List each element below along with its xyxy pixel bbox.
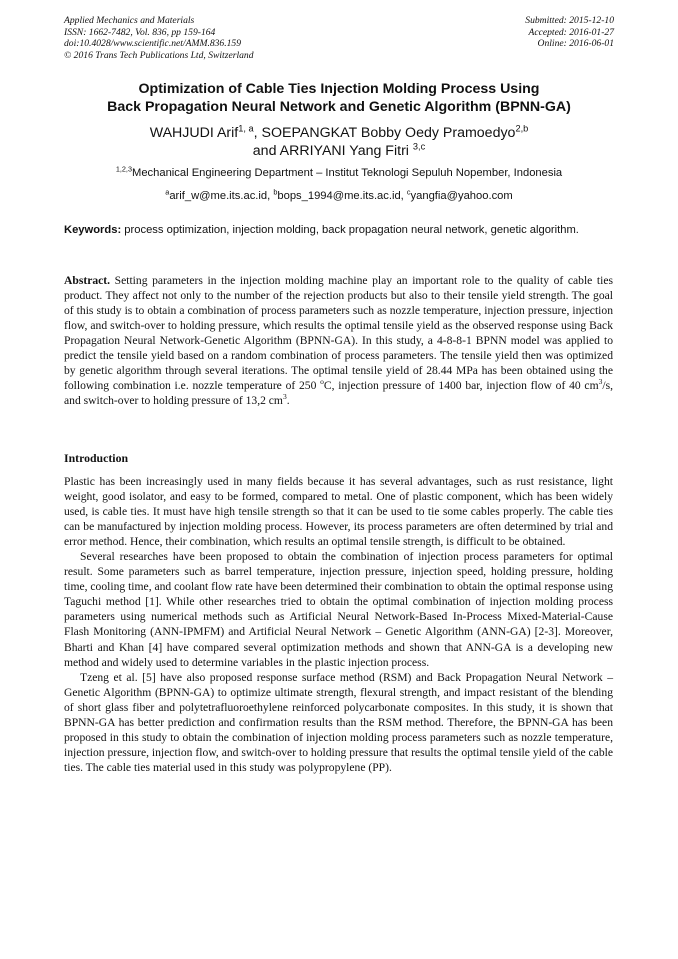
- author-2-name: SOEPANGKAT Bobby Oedy Pramoedyo: [261, 125, 516, 141]
- accepted-date: Accepted: 2016-01-27: [528, 26, 614, 38]
- dates-header: [525, 15, 614, 50]
- journal-header: [64, 15, 254, 61]
- affiliation-text: Mechanical Engineering Department – Institut Teknologi Sepuluh Nopember, Indonesia: [132, 167, 563, 179]
- cube-sup-2: 3: [282, 392, 287, 402]
- journal-name: Applied Mechanics and Materials: [64, 15, 195, 26]
- submitted-date: Submitted: 2015-12-10: [525, 15, 614, 26]
- abstract: [64, 273, 613, 408]
- author-line-2: [40, 142, 638, 160]
- intro-paragraph-1: Plastic has been increasingly used in many fields because it has several advantages, such as rust resistance, light weight, good isolator, and easy to be formed, compared to metal. One of plastic component, which has been widely used, is cable ties. It must have high tensile strength so that it can be used to tie some cables properly. The cable ties can be manufactured by injection molding process. However, its process parameters are often determined by trial and error method. Hence, their combination, which results an optimal tensile strength, is difficult to be obtained.: [64, 475, 613, 549]
- intro-paragraph-3: Tzeng et al. [5] have also proposed response surface method (RSM) and Back Propagation Neural Network – Genetic Algorithm (BPNN-GA) to optimize ultimate strength, flexural strength, and impact resistant of the blending of short glass fiber and polytetrafluoroethylene reinforced polycarbonate composites. In this study, it is shown that BPNN-GA has better prediction and confirmation results than the RSM method. Therefore, the BPNN-GA has been proposed in this study to obtain the combination of injection molding process parameters such as nozzle temperature, injection pressure, injection flow, and switch-over to holding pressure that results the optimal tensile yield of the cable ties. The cable ties material used in this study was polypropylene (PP).: [64, 670, 613, 774]
- paper-title: [40, 80, 638, 116]
- cube-sup-1: 3: [598, 377, 603, 387]
- email-b: bops_1994@me.its.ac.id,: [277, 190, 407, 202]
- degree-sup: o: [320, 377, 324, 387]
- keywords-label: Keywords:: [64, 224, 122, 236]
- author-separator: ,: [253, 125, 262, 141]
- abstract-text-4: .: [286, 394, 290, 408]
- journal-copyright: © 2016 Trans Tech Publications Ltd, Switzerland: [64, 49, 254, 61]
- title-line-1: Optimization of Cable Ties Injection Molding Process Using: [138, 81, 540, 97]
- online-date: Online: 2016-06-01: [537, 38, 614, 49]
- affiliation-sup: 1,2,3: [115, 164, 132, 174]
- email-c-sup: c: [406, 187, 411, 197]
- introduction-body: [64, 474, 613, 775]
- affiliation: [40, 166, 638, 180]
- intro-paragraph-2: Several researches have been proposed to obtain the combination of injection process parameters for optimal result. Some parameters such as barrel temperature, injection pressure, injection speed, holding pressure, holding time, cooling time, and coolant flow rate have been determined their combination to obtain the optimal response using Taguchi method [1]. While other researches tried to obtain the optimal combination of injection molding process parameters using numerical methods such as Artificial Neural Network-Based In-Process Mixed-Material-Cause Flash Monitoring (ANN-IPMFM) and Artificial Neural Network – Genetic Algorithm (ANN-GA) [2-3]. Moreover, Bharti and Khan [4] have compared several optimization methods and shown that ANN-GA is a developing new method and widely used to determine variables in the plastic injection process.: [64, 550, 613, 669]
- email-c: yangfia@yahoo.com: [410, 190, 513, 202]
- author-emails: [40, 189, 638, 203]
- abstract-label: Abstract.: [64, 274, 111, 287]
- author-1-sup: 1, a: [238, 123, 254, 134]
- author-and: and: [252, 143, 280, 159]
- journal-doi: doi:10.4028/www.scientific.net/AMM.836.159: [64, 38, 242, 49]
- email-a-sup: a: [165, 187, 170, 197]
- abstract-text-2: C, injection pressure of 1400 bar, injection flow of 40 cm: [323, 379, 599, 393]
- author-line-1: [40, 124, 638, 142]
- author-1-name: WAHJUDI Arif: [149, 125, 239, 141]
- abstract-text-3: /s, and switch-over to holding pressure of 13,2 cm: [64, 379, 613, 408]
- author-3-sup: 3,c: [412, 141, 426, 152]
- keywords: [64, 223, 613, 239]
- email-b-sup: b: [273, 187, 278, 197]
- keywords-text: process optimization, injection molding, back propagation neural network, genetic algorithm.: [121, 224, 579, 236]
- author-2-sup: 2,b: [515, 123, 529, 134]
- journal-issn: ISSN: 1662-7482, Vol. 836, pp 159-164: [64, 26, 216, 38]
- introduction-heading: Introduction: [64, 451, 129, 465]
- abstract-text-1: Setting parameters in the injection molding machine play an important role to the quality of cable ties product. They affect not only to the number of the rejection products but also to their tensile yield strength. The goal of this study is to obtain a combination of process parameters such as nozzle temperature, injection pressure, injection flow, and switch-over to holding pressure, which results the optimal tensile yield as the observed response using Back Propagation Neural Network-Genetic Algorithm (BPNN-GA). In this study, a 4-8-8-1 BPNN model was applied to predict the tensile yield based on a random combination of process parameters. The tensile yield then was optimized by genetic algorithm through several iterations. The optimal tensile yield of 28.44 MPa has been obtained using the following combination i.e. nozzle temperature of 250: [64, 274, 613, 393]
- title-line-2: Back Propagation Neural Network and Genetic Algorithm (BPNN-GA): [107, 99, 571, 115]
- author-3-name: ARRIYANI Yang Fitri: [279, 143, 413, 159]
- author-list: [40, 124, 638, 160]
- email-a: arif_w@me.its.ac.id,: [169, 190, 274, 202]
